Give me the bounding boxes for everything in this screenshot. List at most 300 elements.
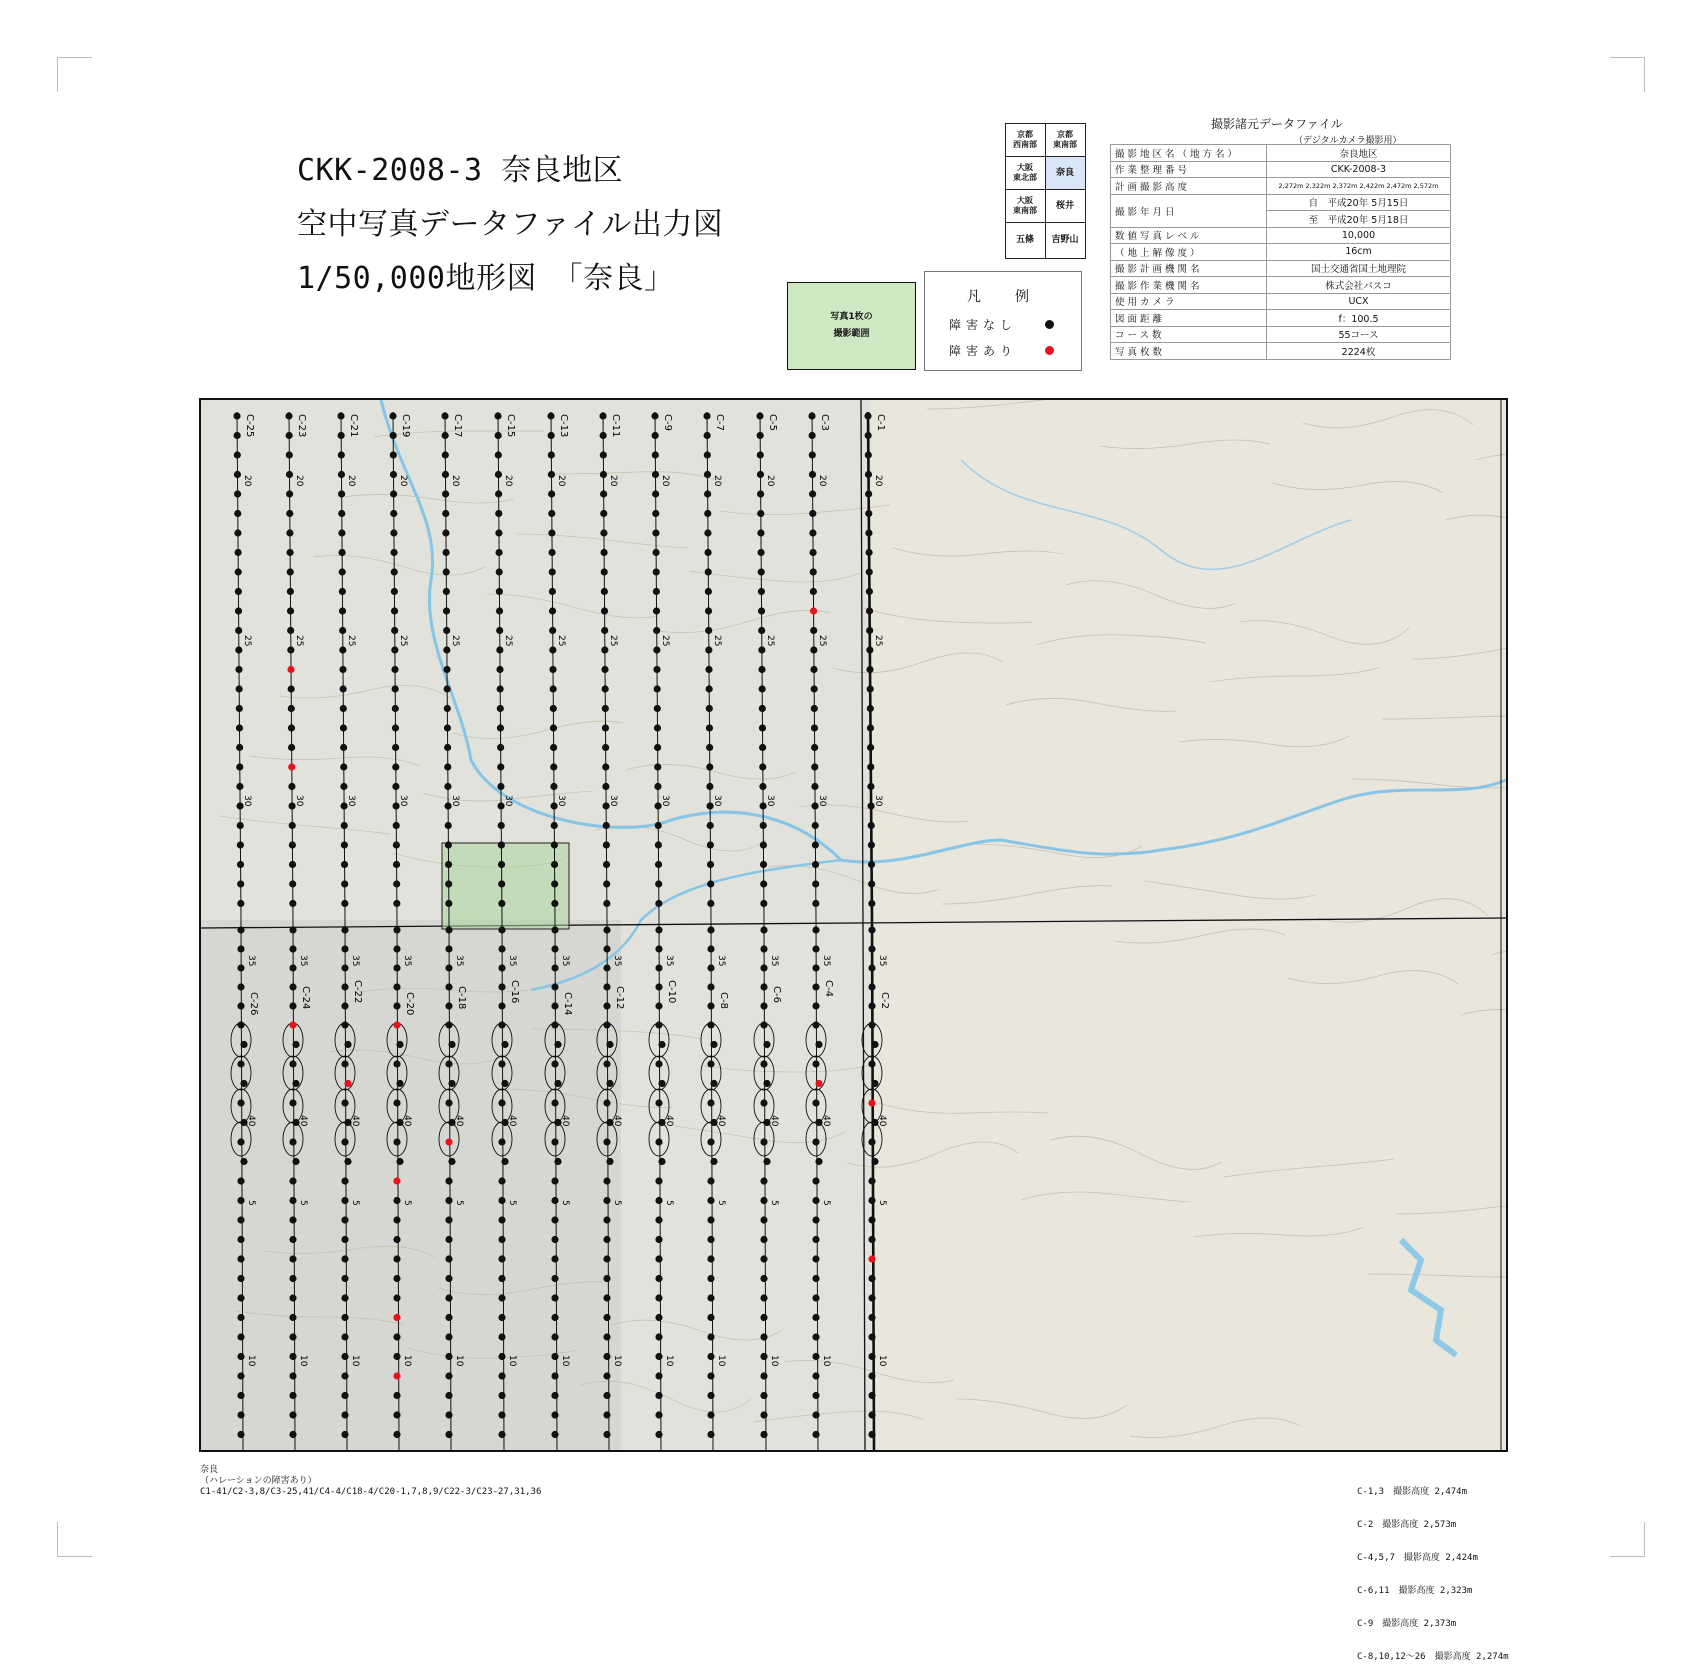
note-area: 奈良 (200, 1465, 219, 1475)
photo-center-point (341, 964, 348, 971)
photo-center-point (445, 1021, 452, 1028)
photo-number-label: 20 (556, 475, 566, 487)
index-cell: 吉野山 (1045, 222, 1086, 259)
photo-center-point (809, 510, 816, 517)
spec-row (1111, 343, 1451, 360)
photo-center-point (706, 763, 713, 770)
photo-center-point (393, 1294, 400, 1301)
photo-center-point (289, 1314, 296, 1321)
photo-number-label: 10 (402, 1355, 412, 1367)
photo-center-point (603, 1294, 610, 1301)
photo-center-point (655, 1099, 662, 1106)
photo-center-point (760, 1314, 767, 1321)
photo-center-point (445, 861, 452, 868)
photo-center-point (601, 646, 608, 653)
photo-center-point (707, 1197, 714, 1204)
photo-center-point (812, 964, 819, 971)
legend (924, 271, 1082, 371)
spec-row (1111, 244, 1451, 261)
photo-center-point (706, 705, 713, 712)
photo-center-point (757, 549, 764, 556)
photo-center-point (445, 1197, 452, 1204)
photo-center-point (551, 1177, 558, 1184)
photo-center-point (393, 945, 400, 952)
photo-center-point (868, 1392, 875, 1399)
photo-center-point (759, 783, 766, 790)
altitude-note: C-8,10,12～26 撮影高度 2,274m (1357, 1652, 1509, 1662)
photo-number-label: 20 (873, 475, 883, 487)
photo-center-point (234, 432, 241, 439)
photo-number-label: 5 (821, 1200, 831, 1206)
photo-center-point (707, 945, 714, 952)
spec-value: 自 平成20年 5月15日 (1267, 194, 1451, 211)
photo-center-point (551, 861, 558, 868)
photo-center-point (554, 1080, 561, 1087)
photo-center-point (498, 945, 505, 952)
photo-center-point (341, 900, 348, 907)
photo-center-point (551, 1060, 558, 1067)
photo-center-point (868, 1314, 875, 1321)
photo-center-point (866, 627, 873, 634)
photo-center-point (757, 510, 764, 517)
photo-center-point (442, 510, 449, 517)
photo-center-point (868, 1372, 875, 1379)
photo-center-point (710, 1041, 717, 1048)
photo-center-point (707, 822, 714, 829)
spec-value: 奈良地区 (1267, 145, 1451, 162)
photo-number-label: 20 (294, 475, 304, 487)
photo-center-point (760, 1236, 767, 1243)
photo-center-point (756, 412, 763, 419)
photo-center-point (655, 1216, 662, 1223)
photo-center-point (497, 783, 504, 790)
photo-center-point (237, 964, 244, 971)
photo-number-label: 10 (350, 1355, 360, 1367)
photo-center-point (443, 588, 450, 595)
photo-center-point (705, 568, 712, 575)
photo-center-point (812, 1275, 819, 1282)
photo-center-point (658, 1158, 665, 1165)
altitude-note: C-9 撮影高度 2,373m (1357, 1619, 1457, 1629)
photo-number-label: 20 (503, 475, 513, 487)
photo-number-label: 5 (769, 1200, 779, 1206)
photo-center-point (603, 841, 610, 848)
photo-center-point (710, 1158, 717, 1165)
photo-center-point (289, 945, 296, 952)
photo-center-point (237, 1314, 244, 1321)
photo-number-label: 35 (246, 955, 256, 967)
photo-center-point (601, 568, 608, 575)
photo-center-point (237, 1099, 244, 1106)
photo-center-point (341, 1353, 348, 1360)
photo-center-point (602, 763, 609, 770)
photo-center-point (757, 529, 764, 536)
photo-center-point (289, 1372, 296, 1379)
photo-center-point (392, 705, 399, 712)
photo-center-point (237, 945, 244, 952)
spec-value: 55コース (1267, 326, 1451, 343)
course-label: C-10 (666, 980, 677, 1004)
photo-center-point (235, 627, 242, 634)
photo-center-point (868, 1216, 875, 1223)
photo-center-point (444, 685, 451, 692)
photo-center-point (600, 529, 607, 536)
photo-center-point (760, 1197, 767, 1204)
photo-center-point (811, 705, 818, 712)
photo-number-label: 20 (242, 475, 252, 487)
photo-center-point (760, 1275, 767, 1282)
photo-center-point (498, 1431, 505, 1438)
photo-center-point (706, 685, 713, 692)
photo-center-point (498, 964, 505, 971)
photo-center-point (809, 432, 816, 439)
photo-number-label: 5 (612, 1200, 622, 1206)
photo-center-point (289, 1177, 296, 1184)
photo-center-point (237, 1255, 244, 1262)
photo-center-point (603, 900, 610, 907)
photo-center-point (868, 1255, 875, 1262)
photo-center-point (554, 1041, 561, 1048)
photo-center-point (496, 568, 503, 575)
course-label: C-15 (505, 414, 516, 438)
photo-center-point (704, 451, 711, 458)
photo-number-label: 40 (298, 1115, 308, 1127)
photo-center-point (234, 451, 241, 458)
photo-center-point (393, 822, 400, 829)
photo-number-label: 40 (454, 1115, 464, 1127)
photo-center-point (288, 783, 295, 790)
photo-center-point (393, 1002, 400, 1009)
photo-center-point (442, 471, 449, 478)
photo-center-point (707, 1060, 714, 1067)
photo-center-point (442, 451, 449, 458)
photo-center-point (286, 529, 293, 536)
photo-center-point (393, 1021, 400, 1028)
photo-center-point (758, 627, 765, 634)
photo-number-label: 40 (246, 1115, 256, 1127)
photo-center-point (341, 841, 348, 848)
photo-center-point (868, 1333, 875, 1340)
photo-center-point (707, 1177, 714, 1184)
photo-center-point (396, 1158, 403, 1165)
photo-center-point (289, 1060, 296, 1067)
photo-center-point (340, 744, 347, 751)
photo-center-point (550, 685, 557, 692)
photo-center-point (655, 1060, 662, 1067)
photo-center-point (705, 607, 712, 614)
photo-center-point (654, 705, 661, 712)
photo-center-point (289, 1275, 296, 1282)
photo-center-point (551, 1021, 558, 1028)
photo-center-point (234, 471, 241, 478)
photo-center-point (602, 744, 609, 751)
photo-center-point (341, 1216, 348, 1223)
photo-center-point (339, 588, 346, 595)
photo-center-point (443, 646, 450, 653)
legend-title: 凡 例 (967, 289, 1039, 305)
photo-center-point (341, 926, 348, 933)
photo-center-point (496, 666, 503, 673)
photo-center-point (393, 1411, 400, 1418)
course-label: C-25 (244, 414, 255, 438)
spec-title: 撮影諸元データファイル (1211, 117, 1343, 131)
photo-center-point (393, 926, 400, 933)
photo-center-point (707, 1255, 714, 1262)
photo-center-point (236, 685, 243, 692)
photo-number-label: 5 (877, 1200, 887, 1206)
photo-center-point (445, 1372, 452, 1379)
photo-center-point (707, 1138, 714, 1145)
photo-center-point (237, 861, 244, 868)
photo-center-point (390, 529, 397, 536)
photo-center-point (550, 705, 557, 712)
photo-number-label: 25 (817, 635, 827, 647)
photo-center-point (393, 1216, 400, 1223)
title-line-1: CKK-2008-3 奈良地区 (297, 153, 624, 188)
photo-center-point (763, 1158, 770, 1165)
photo-center-point (237, 1236, 244, 1243)
photo-center-point (655, 945, 662, 952)
photo-center-point (760, 1060, 767, 1067)
photo-center-point (551, 1002, 558, 1009)
photo-center-point (393, 861, 400, 868)
photo-center-point (237, 1216, 244, 1223)
photo-center-point (868, 945, 875, 952)
photo-number-label: 40 (716, 1115, 726, 1127)
photo-center-point (443, 666, 450, 673)
photo-center-point (341, 1294, 348, 1301)
photo-center-point (498, 1177, 505, 1184)
photo-center-point (445, 1275, 452, 1282)
photo-number-label: 5 (507, 1200, 517, 1206)
photo-center-point (606, 1041, 613, 1048)
photo-center-point (868, 1411, 875, 1418)
photo-center-point (603, 1255, 610, 1262)
photo-center-point (341, 1021, 348, 1028)
photo-center-point (760, 822, 767, 829)
photo-center-point (341, 1197, 348, 1204)
photo-center-point (655, 1372, 662, 1379)
photo-center-point (868, 964, 875, 971)
flight-plan-map (201, 400, 1506, 1450)
photo-center-point (651, 412, 658, 419)
photo-center-point (445, 1294, 452, 1301)
photo-center-point (341, 1333, 348, 1340)
legend-obstacle-label: 障害あり (949, 344, 1018, 358)
photo-center-point (760, 1392, 767, 1399)
photo-center-point (289, 1236, 296, 1243)
photo-center-point (652, 451, 659, 458)
photo-center-point (868, 1294, 875, 1301)
photo-number-label: 30 (765, 795, 775, 807)
photo-center-point (441, 412, 448, 419)
photo-center-point (497, 685, 504, 692)
spec-key: コース数 (1111, 326, 1267, 343)
photo-center-point (812, 1314, 819, 1321)
photo-center-point (652, 549, 659, 556)
photo-number-label: 25 (242, 635, 252, 647)
photo-center-point (442, 432, 449, 439)
photo-number-label: 10 (821, 1355, 831, 1367)
photo-number-label: 10 (664, 1355, 674, 1367)
photo-center-point (393, 1333, 400, 1340)
photo-center-point (498, 1060, 505, 1067)
photo-center-point (655, 861, 662, 868)
course-label: C-1 (875, 414, 886, 431)
photo-center-point (391, 646, 398, 653)
photo-center-point (338, 529, 345, 536)
photo-number-label: 25 (712, 635, 722, 647)
photo-center-point (551, 964, 558, 971)
photo-center-point (812, 1294, 819, 1301)
photo-center-point (341, 983, 348, 990)
spec-value: f：100.5 (1267, 310, 1451, 327)
photo-center-point (237, 1333, 244, 1340)
photo-center-point (292, 1080, 299, 1087)
photo-center-point (551, 822, 558, 829)
photo-center-point (810, 607, 817, 614)
photo-center-point (289, 861, 296, 868)
photo-number-label: 20 (712, 475, 722, 487)
photo-center-point (812, 1333, 819, 1340)
photo-center-point (810, 627, 817, 634)
spec-key: 作業整理番号 (1111, 161, 1267, 178)
course-label: C-8 (718, 992, 729, 1009)
photo-center-point (445, 841, 452, 848)
photo-center-point (600, 549, 607, 556)
photo-center-point (707, 1353, 714, 1360)
photo-center-point (288, 763, 295, 770)
photo-center-point (760, 900, 767, 907)
photo-center-point (707, 1216, 714, 1223)
photo-center-point (289, 1294, 296, 1301)
photo-center-point (550, 763, 557, 770)
photo-number-label: 10 (560, 1355, 570, 1367)
photo-center-point (289, 1021, 296, 1028)
photo-center-point (292, 1158, 299, 1165)
photo-center-point (288, 685, 295, 692)
sample-label-1: 写真1枚の (830, 312, 873, 322)
photo-center-point (289, 1002, 296, 1009)
photo-center-point (289, 983, 296, 990)
photo-center-point (237, 1372, 244, 1379)
course-label: C-9 (662, 414, 673, 431)
photo-center-point (655, 1236, 662, 1243)
index-cell: 大阪 東南部 (1005, 189, 1046, 223)
photo-center-point (237, 841, 244, 848)
photo-center-point (602, 705, 609, 712)
photo-center-point (549, 627, 556, 634)
photo-center-point (551, 1255, 558, 1262)
spec-row (1111, 161, 1451, 178)
photo-center-point (603, 945, 610, 952)
photo-center-point (497, 724, 504, 731)
photo-center-point (652, 432, 659, 439)
photo-center-point (707, 1275, 714, 1282)
photo-center-point (600, 510, 607, 517)
photo-number-label: 20 (398, 475, 408, 487)
photo-center-point (603, 964, 610, 971)
photo-center-point (705, 588, 712, 595)
photo-number-label: 20 (346, 475, 356, 487)
photo-center-point (760, 1411, 767, 1418)
photo-center-point (393, 1314, 400, 1321)
photo-center-point (707, 1372, 714, 1379)
photo-center-point (603, 1275, 610, 1282)
spec-key: 撮影計画機関名 (1111, 260, 1267, 277)
photo-center-point (240, 1080, 247, 1087)
photo-center-point (548, 432, 555, 439)
photo-center-point (551, 841, 558, 848)
photo-center-point (237, 1431, 244, 1438)
photo-center-point (549, 646, 556, 653)
photo-center-point (707, 861, 714, 868)
photo-center-point (445, 1099, 452, 1106)
photo-center-point (760, 964, 767, 971)
photo-center-point (495, 490, 502, 497)
photo-center-point (391, 568, 398, 575)
photo-number-label: 10 (716, 1355, 726, 1367)
photo-center-point (548, 529, 555, 536)
photo-center-point (811, 724, 818, 731)
photo-center-point (760, 1431, 767, 1438)
photo-center-point (707, 1236, 714, 1243)
photo-center-point (496, 607, 503, 614)
photo-center-point (551, 1294, 558, 1301)
photo-center-point (864, 412, 871, 419)
photo-center-point (289, 1431, 296, 1438)
photo-center-point (760, 1216, 767, 1223)
photo-center-point (603, 1353, 610, 1360)
photo-center-point (551, 1099, 558, 1106)
photo-center-point (653, 627, 660, 634)
photo-center-point (448, 1080, 455, 1087)
photo-center-point (551, 1411, 558, 1418)
photo-center-point (603, 1236, 610, 1243)
photo-center-point (341, 1372, 348, 1379)
photo-center-point (445, 1138, 452, 1145)
photo-center-point (871, 1158, 878, 1165)
photo-center-point (868, 1275, 875, 1282)
spec-key: 計画撮影高度 (1111, 178, 1267, 195)
course-label: C-18 (456, 986, 467, 1010)
photo-center-point (234, 549, 241, 556)
legend-no-obstacle-label: 障害なし (949, 318, 1018, 332)
photo-center-point (292, 1041, 299, 1048)
photo-center-point (390, 432, 397, 439)
photo-center-point (757, 490, 764, 497)
photo-center-point (501, 1158, 508, 1165)
photo-center-point (603, 1216, 610, 1223)
photo-center-point (444, 724, 451, 731)
photo-center-point (445, 983, 452, 990)
photo-center-point (393, 1197, 400, 1204)
spec-row (1111, 293, 1451, 310)
photo-center-point (391, 588, 398, 595)
photo-center-point (603, 1021, 610, 1028)
photo-number-label: 5 (560, 1200, 570, 1206)
photo-center-point (603, 1314, 610, 1321)
photo-center-point (236, 744, 243, 751)
photo-center-point (498, 1333, 505, 1340)
photo-center-point (655, 1314, 662, 1321)
photo-center-point (655, 1333, 662, 1340)
photo-center-point (601, 588, 608, 595)
photo-center-point (289, 1255, 296, 1262)
photo-center-point (338, 432, 345, 439)
photo-center-point (444, 763, 451, 770)
photo-center-point (337, 412, 344, 419)
